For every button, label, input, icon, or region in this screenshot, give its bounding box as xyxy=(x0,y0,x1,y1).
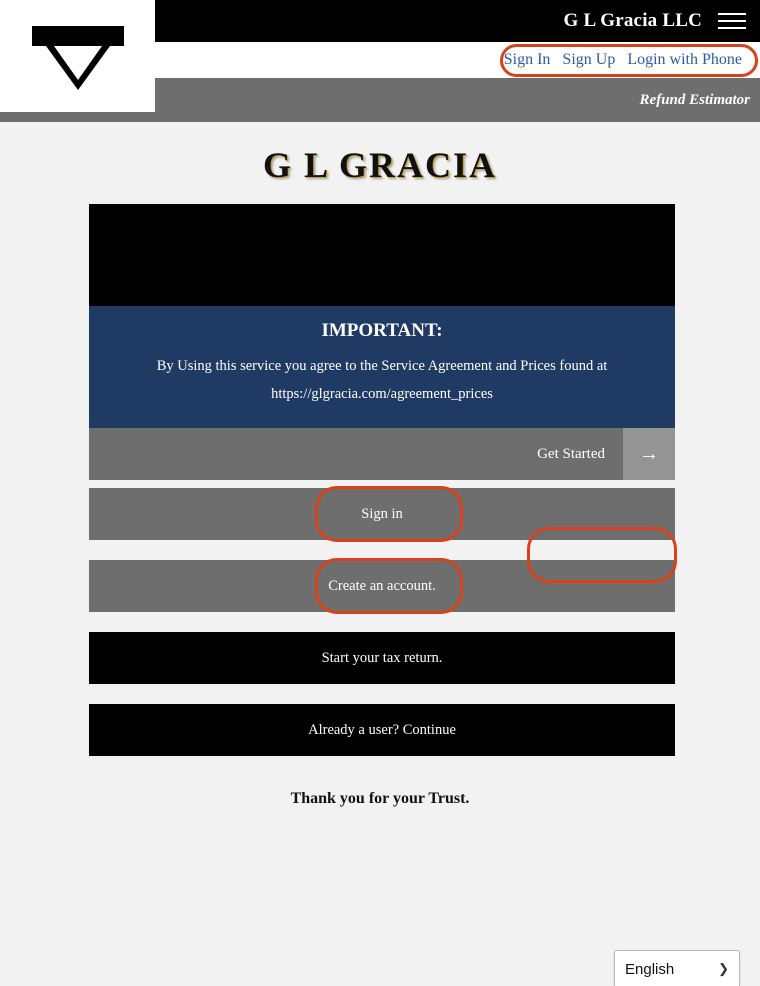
hero-banner xyxy=(89,204,675,306)
language-label: English xyxy=(625,960,675,978)
get-started-row xyxy=(89,428,675,480)
hamburger-line xyxy=(718,20,746,22)
notice-heading: IMPORTANT: xyxy=(321,320,443,341)
arrow-right-icon[interactable]: → xyxy=(623,428,675,480)
sign-in-button[interactable]: Sign in xyxy=(89,488,675,540)
language-selector[interactable] xyxy=(614,950,740,986)
hamburger-icon[interactable] xyxy=(718,8,746,34)
sign-up-link[interactable]: Sign Up xyxy=(562,51,616,68)
hamburger-line xyxy=(718,13,746,15)
gracia-logo-icon xyxy=(24,16,132,96)
logo xyxy=(0,0,155,112)
start-tax-return-button[interactable]: Start your tax return. xyxy=(89,632,675,684)
login-with-phone-link[interactable]: Login with Phone xyxy=(627,51,742,68)
brand-title: G L Gracia LLC xyxy=(563,10,702,31)
main-content xyxy=(0,122,760,986)
refund-estimator-label[interactable]: Refund Estimator xyxy=(639,91,750,108)
important-notice xyxy=(89,306,675,428)
hamburger-line xyxy=(718,27,746,29)
thanks-message: Thank you for your Trust. xyxy=(290,790,470,807)
auth-links xyxy=(494,49,752,71)
page-title: G L GRACIA xyxy=(262,145,498,185)
create-account-button[interactable]: Create an account. xyxy=(89,560,675,612)
already-user-continue-button[interactable]: Already a user? Continue xyxy=(89,704,675,756)
notice-line-1: By Using this service you agree to the Service Agreement and Prices found at xyxy=(156,358,608,374)
chevron-right-icon: ❯ xyxy=(718,961,729,976)
notice-line-2: https://glgracia.com/agreement_prices xyxy=(271,386,493,402)
sign-in-link[interactable]: Sign In xyxy=(503,51,551,68)
get-started-label[interactable]: Get Started xyxy=(537,445,605,462)
